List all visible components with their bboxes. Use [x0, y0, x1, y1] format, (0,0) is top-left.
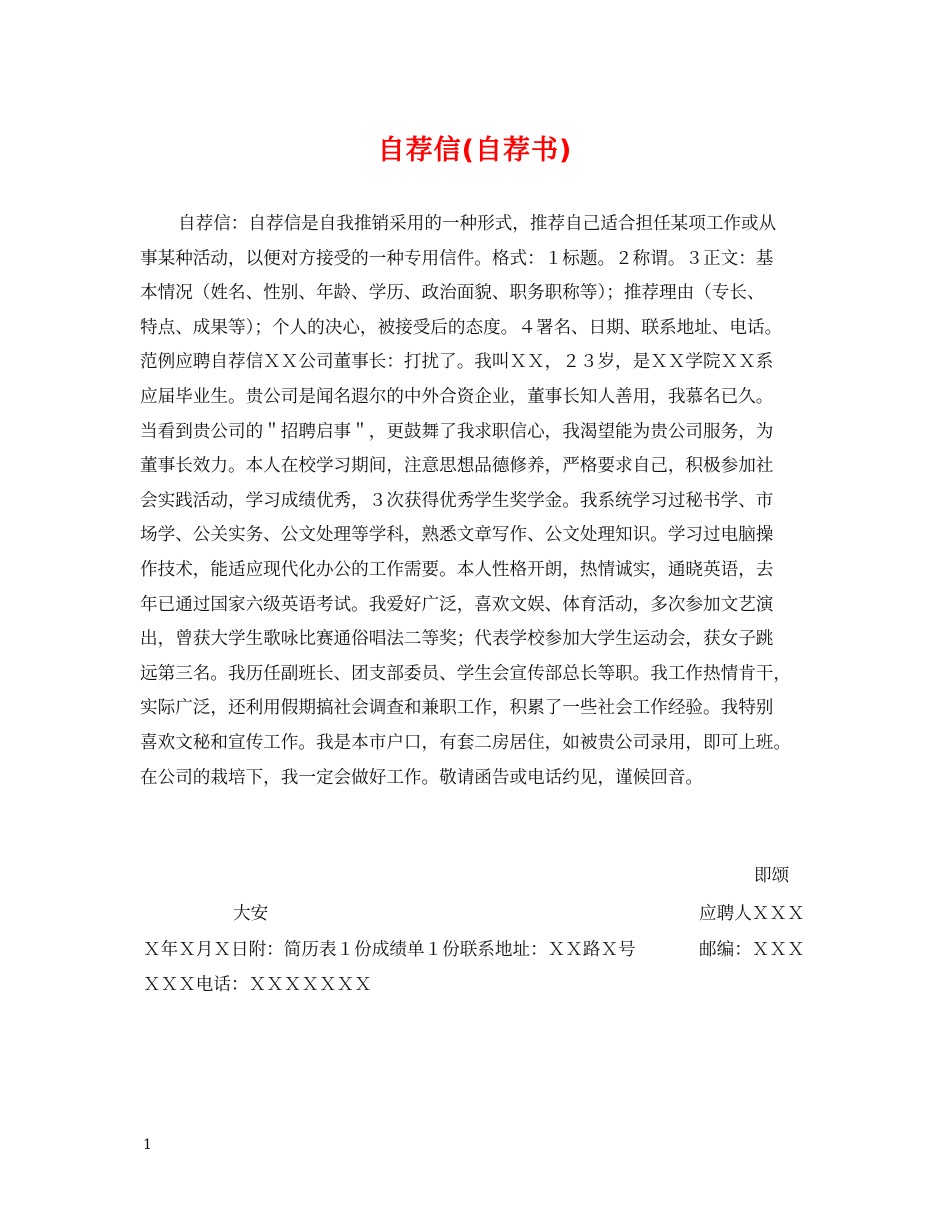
body-line: 董事长效力。本人在校学习期间，注意思想品德修养，严格要求自己，积极参加社 [140, 456, 774, 477]
body-line: 远第三名。我历任副班长、团支部委员、学生会宣传部总长等职。我工作热情肯干， [140, 663, 791, 684]
body-line: 年已通过国家六级英语考试。我爱好广泛，喜欢文娱、体育活动，多次参加文艺演 [140, 594, 774, 615]
document-title: 自荐信(自荐书) [377, 135, 573, 166]
footer-phone: ＸＸＸ电话：ＸＸＸＸＸＸＸ [143, 975, 372, 995]
footer-postcode: 邮编：ＸＸＸ [699, 940, 805, 960]
body-line: 自荐信：自荐信是自我推销采用的一种形式，推荐自己适合担任某项工作或从 [178, 214, 777, 234]
page-number: 1 [143, 1137, 152, 1153]
body-line: 事某种活动，以便对方接受的一种专用信件。格式：１标题。２称谓。３正文：基 [140, 248, 774, 269]
body-line: 在公司的栽培下，我一定会做好工作。敬请函告或电话约见，谨候回音。 [140, 767, 704, 788]
signature-text: 应聘人ＸＸＸ [699, 904, 805, 924]
body-line: 范例应聘自荐信ＸＸ公司董事长：打扰了。我叫ＸＸ，２３岁，是ＸＸ学院ＸＸ系 [140, 352, 774, 373]
body-line: 本情况（姓名、性别、年龄、学历、政治面貌、职务职称等）；推荐理由（专长、 [140, 283, 765, 304]
body-line: 喜欢文秘和宣传工作。我是本市户口，有套二房居住，如被贵公司录用，即可上班。 [140, 732, 791, 753]
greeting-text: 大安 [233, 904, 269, 924]
body-line: 实际广泛，还利用假期搞社会调查和兼职工作，积累了一些社会工作经验。我特别 [140, 698, 774, 719]
body-line: 场学、公关实务、公文处理等学科，熟悉文章写作、公文处理知识。学习过电脑操 [140, 525, 774, 546]
body-line: 特点、成果等）；个人的决心，被接受后的态度。４署名、日期、联系地址、电话。 [140, 317, 783, 338]
body-line: 出，曾获大学生歌咏比赛通俗唱法二等奖；代表学校参加大学生运动会，获女子跳 [140, 629, 774, 650]
body-line: 当看到贵公司的＂招聘启事＂，更鼓舞了我求职信心，我渴望能为贵公司服务，为 [140, 421, 774, 442]
body-line: 作技术，能适应现代化办公的工作需要。本人性格开朗，热情诚实，通晓英语，去 [140, 559, 774, 580]
body-line: 应届毕业生。贵公司是闻名遐尔的中外合资企业，董事长知人善用，我慕名已久。 [140, 386, 774, 407]
footer-attachments: Ｘ年Ｘ月Ｘ日附：简历表１份成绩单１份联系地址：ＸＸ路Ｘ号 [143, 940, 636, 960]
closing-text: 即颂 [754, 866, 790, 886]
letter-body [140, 207, 820, 795]
body-line: 会实践活动，学习成绩优秀，３次获得优秀学生奖学金。我系统学习过秘书学、市 [140, 490, 774, 511]
